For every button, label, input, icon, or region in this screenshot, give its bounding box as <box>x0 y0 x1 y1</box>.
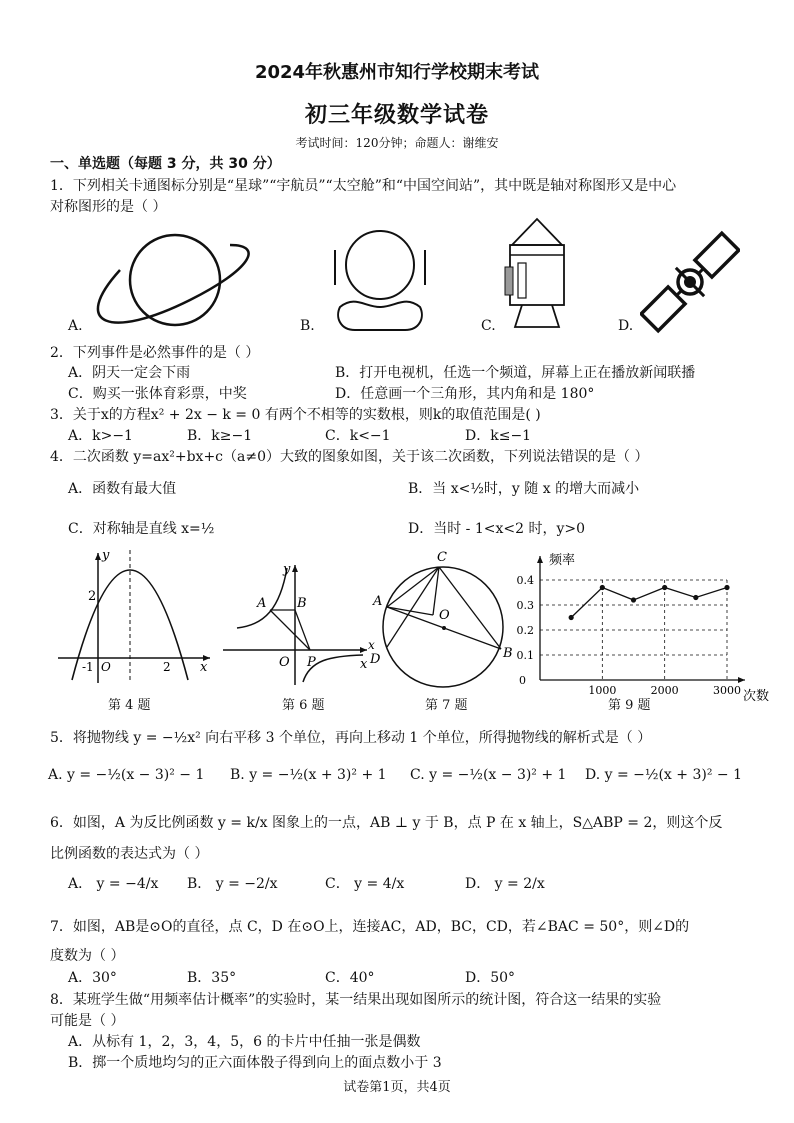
fig4-x-two: 2 <box>163 660 171 674</box>
y-tick-label: 0.4 <box>516 574 534 587</box>
fig6-label-b: B <box>297 596 307 611</box>
q7-option-a: A．30° <box>68 970 117 986</box>
q6-line1: 6．如图，A 为反比例函数 y = k/x 图象上的一点，AB ⊥ y 于 B，点 P 在 x 轴上，S△ABP = 2，则这个反 <box>50 815 723 831</box>
exam-meta: 考试时间：120分钟；命题人：谢维安 <box>295 136 499 150</box>
q7-option-b: B．35° <box>187 970 237 986</box>
fig6-label-p: P <box>307 655 316 670</box>
fig4-neg1: -1 <box>82 660 94 674</box>
q5-option-d: D. y = −½(x + 3)² − 1 <box>585 767 742 783</box>
fig7-label-x: x <box>368 638 375 652</box>
frequency-series-line <box>571 588 727 618</box>
caption-fig6: 第 6 题 <box>282 698 325 713</box>
chart9-xlabel: 次数 <box>743 689 770 704</box>
exam-title: 2024年秋惠州市知行学校期末考试 <box>254 62 540 83</box>
planet-icon <box>90 230 260 335</box>
y-tick-label: 0.3 <box>516 599 534 612</box>
fig6-x-label: x <box>360 657 368 672</box>
data-point <box>693 595 698 600</box>
q8-option-b: B．掷一个质地均匀的正六面体骰子得到向上的面点数小于 3 <box>68 1055 442 1071</box>
q8-option-a: A．从标有 1，2，3，4，5，6 的卡片中任抽一张是偶数 <box>68 1034 421 1050</box>
q3-option-d: D．k≤−1 <box>465 428 532 444</box>
section-heading: 一、单选题（每题 3 分，共 30 分） <box>50 156 281 172</box>
q6-option-a: A． y = −4/x <box>68 876 159 892</box>
q7-line2: 度数为（ ） <box>50 948 125 964</box>
fig7-label-a: A <box>373 594 383 609</box>
data-point <box>662 585 667 590</box>
x-tick-label: 3000 <box>713 684 741 697</box>
fig7-label-b: B <box>503 646 513 661</box>
space-station-icon <box>640 230 740 335</box>
q2-option-a: A．阴天一定会下雨 <box>68 365 191 381</box>
q8-line1: 8．某班学生做“用频率估计概率”的实验时，某一结果出现如图所示的统计图，符合这一结果的实验 <box>50 992 662 1008</box>
fig4-x-label: x <box>200 660 208 675</box>
q1-option-d: D. <box>618 318 634 334</box>
fig6-label-a: A <box>257 596 267 611</box>
fig6-origin: O <box>279 655 290 670</box>
q7-option-d: D．50° <box>465 970 516 986</box>
caption-fig9: 第 9 题 <box>608 698 651 713</box>
data-point <box>600 585 605 590</box>
q5-option-c: C. y = −½(x − 3)² + 1 <box>410 767 567 783</box>
fig7-label-c: C <box>437 550 447 565</box>
data-point <box>569 615 574 620</box>
y-tick-label: 0 <box>519 674 526 687</box>
figure-4-parabola <box>50 545 220 690</box>
q8-line2: 可能是（ ） <box>50 1013 125 1029</box>
q2-option-c: C．购买一张体育彩票，中奖 <box>68 386 247 402</box>
q1-option-b: B. <box>300 318 315 334</box>
q1-line2: 对称图形的是（ ） <box>50 199 167 215</box>
fig4-origin: O <box>101 660 111 674</box>
fig7-label-d: D <box>370 652 381 667</box>
space-capsule-icon <box>500 215 575 335</box>
fig7-label-o: O <box>439 608 450 623</box>
q3-stem: 3．关于x的方程x² + 2x − k = 0 有两个不相等的实数根，则k的取值范围是( ) <box>50 407 541 423</box>
q4-option-d: D．当时 - 1<x<2 时，y>0 <box>408 521 586 537</box>
q4-stem: 4．二次函数 y=ax²+bx+c（a≠0）大致的图象如图，关于该二次函数，下列说法错误的是（ ） <box>50 449 649 465</box>
data-point <box>724 585 729 590</box>
q2-stem: 2．下列事件是必然事件的是（ ） <box>50 345 260 361</box>
caption-fig7: 第 7 题 <box>425 698 468 713</box>
fig4-y-two: 2 <box>88 589 97 604</box>
q6-option-d: D． y = 2/x <box>465 876 545 892</box>
q1-line1: 1．下列相关卡通图标分别是“星球”“宇航员”“太空舱”和“中国空间站”，其中既是轴对称图形又是中心 <box>50 178 677 194</box>
q3-option-b: B．k≥−1 <box>187 428 253 444</box>
fig6-y-label: y <box>283 562 291 577</box>
astronaut-icon <box>325 225 435 335</box>
paper-subtitle: 初三年级数学试卷 <box>304 103 489 128</box>
q5-stem: 5．将抛物线 y = −½x² 向右平移 3 个单位，再向上移动 1 个单位，所得抛物线的解析式是（ ） <box>50 730 652 746</box>
figure-6-hyperbola <box>215 560 375 690</box>
q4-option-b: B．当 x<½时，y 随 x 的增大而减小 <box>408 481 640 497</box>
y-tick-label: 0.2 <box>516 624 534 637</box>
fig4-y-label: y <box>102 548 110 563</box>
q5-option-b: B. y = −½(x + 3)² + 1 <box>230 767 387 783</box>
q7-line1: 7．如图，AB是⊙O的直径，点 C，D 在⊙O上，连接AC，AD，BC，CD，若∠BAC = 50°，则∠D的 <box>50 919 690 935</box>
q3-option-c: C．k<−1 <box>325 428 391 444</box>
q6-line2: 比例函数的表达式为（ ） <box>50 846 209 862</box>
page-footer: 试卷第1页，共4页 <box>343 1080 451 1095</box>
figure-9-frequency-chart <box>505 548 780 713</box>
q3-option-a: A．k>−1 <box>68 428 133 444</box>
q6-option-c: C． y = 4/x <box>325 876 405 892</box>
q2-option-b: B．打开电视机，任选一个频道，屏幕上正在播放新闻联播 <box>335 365 696 381</box>
q1-option-a: A. <box>68 318 83 334</box>
x-tick-label: 2000 <box>650 684 679 697</box>
q6-option-b: B． y = −2/x <box>187 876 278 892</box>
q1-option-c: C. <box>481 318 496 334</box>
caption-fig4: 第 4 题 <box>108 698 151 713</box>
data-point <box>631 597 636 602</box>
q4-option-a: A．函数有最大值 <box>68 481 177 497</box>
chart9-ylabel: 频率 <box>549 553 576 568</box>
figure-7-circle <box>365 545 520 690</box>
q2-option-d: D．任意画一个三角形，其内角和是 180° <box>335 386 595 402</box>
y-tick-label: 0.1 <box>516 649 534 662</box>
x-tick-label: 1000 <box>588 684 617 697</box>
q4-option-c: C．对称轴是直线 x=½ <box>68 521 215 537</box>
q7-option-c: C．40° <box>325 970 375 986</box>
q5-option-a: A. y = −½(x − 3)² − 1 <box>48 767 205 783</box>
